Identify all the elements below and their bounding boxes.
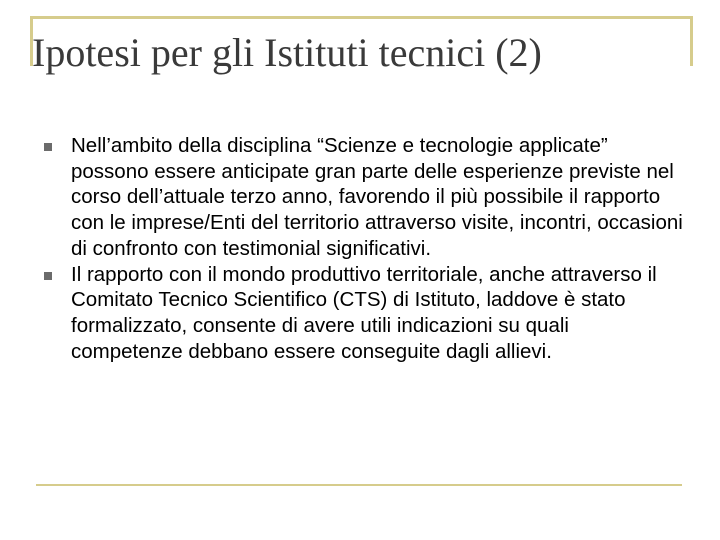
title-frame-right: [690, 16, 693, 66]
bullet-list: [44, 133, 684, 364]
title-frame-top: [30, 16, 693, 19]
bottom-divider: [36, 484, 682, 486]
bullet-text: Il rapporto con il mondo produttivo territoriale, anche attraverso il Comitato Tecnico Scientifico (CTS) di Istituto, laddove è stato formalizzato, consente di avere utili indicazioni su quali competenze debbano essere conseguite dagli allievi.: [71, 262, 657, 363]
slide-title: Ipotesi per gli Istituti tecnici (2): [32, 30, 542, 75]
bullet-text: Nell’ambito della disciplina “Scienze e tecnologie applicate” possono essere anticipate gran parte delle esperienze previste nel corso dell’attuale terzo anno, favorendo il più possibile il rapporto con le imprese/Enti del territorio attraverso visite, incontri, occasioni di confronto con testimonial significativi.: [71, 134, 683, 260]
square-bullet-icon: [44, 143, 52, 151]
bullet-item: [44, 133, 684, 262]
square-bullet-icon: [44, 272, 52, 280]
bullet-item: [44, 262, 684, 365]
